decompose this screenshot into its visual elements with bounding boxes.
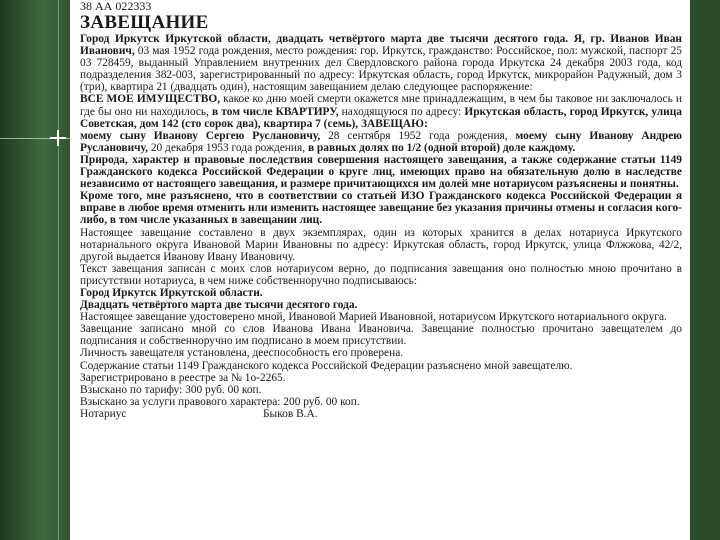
document-paragraph: [80, 372, 682, 384]
document-paragraph: [80, 190, 682, 226]
bold-text-run: в том числе КВАРТИРУ,: [212, 105, 339, 118]
text-run: находящуюся по адресу:: [338, 105, 465, 118]
text-run: Зарегистрировано в реестре за № 1о-2265.: [80, 371, 286, 384]
notary-role-label: Нотариус: [80, 407, 127, 420]
bold-text-run: моему сыну Иванову Сергею Руслановичу,: [80, 129, 321, 142]
bold-text-run: в равных долях по 1/2 (одной второй) доле каждому.: [307, 141, 576, 154]
text-run: 28 сентября 1952 года рождения,: [320, 129, 516, 142]
document-page: [70, 0, 690, 540]
bold-text-run: Я, гр. Иванов Иван Иванович,: [80, 33, 682, 58]
document-paragraph: [80, 33, 682, 93]
document-paragraph: [80, 287, 682, 299]
bold-text-run: Природа, характер и правовые последствия совершения настоящего завещания, а также содержание статьи 1149 Гражданского кодекса Российской Федерации о круге лиц, имеющих право на обязательную долю в наследстве независимо от настоящего завещания, и размере причитающихся им долей мне нотариусом разъяснены и понятны.: [80, 153, 682, 191]
bold-text-run: Кроме того, мне разъяснено, что в соответствии со статьей ИЗО Гражданского кодекса Российской Федерации я вправе в любое время отменить или изменить настоящее завещание без указания причины отмены и согласия кого-либо, в том числе указанных в завещании лиц.: [80, 190, 682, 227]
notary-name: Быков В.А.: [263, 407, 318, 420]
text-run: Текст завещания записан с моих слов нотариусом верно, до подписания завещания оно полностью мною прочитано в присутствии нотариуса, в чем ниже собственноручно подписываюсь:: [80, 262, 682, 287]
decorative-plus-icon: [50, 130, 66, 146]
document-paragraph: [80, 93, 682, 129]
bold-text-run: моему сыну Иванову Андрею Руслановичу,: [80, 129, 683, 154]
document-title: ЗАВЕЩАНИЕ: [80, 12, 209, 33]
bold-text-run: Город Иркутск Иркутской области.: [80, 286, 263, 299]
text-run: какое ко дню моей смерти окажется мне принадлежащим, в чем бы таковое ни заключалось и где бы оно ни находилось,: [80, 93, 683, 118]
document-paragraph: [80, 154, 682, 190]
notary-signature: [80, 408, 682, 420]
document-paragraph: [80, 299, 682, 311]
text-run: Личность завещателя установлена, дееспособность его проверена.: [80, 347, 404, 360]
bold-text-run: Двадцать четвёртого марта две тысячи десятого года.: [80, 299, 358, 312]
text-run: 20 декабря 1953 года рождения,: [147, 141, 308, 154]
decorative-horizontal-line: [0, 138, 80, 139]
document-body: [80, 33, 682, 408]
decorative-vertical-line: [58, 0, 59, 540]
bold-text-run: Иркутская область, город Иркутск, улица Советская, дом 142 (сто сорок два), квартира 7 (семь), ЗАВЕЩАЮ:: [80, 105, 682, 130]
text-run: Настоящее завещание составлено в двух экземплярах, один из которых хранится в делах нотариуса Иркутского нотариального округа Ивановой Марии Ивановны по адресу: Иркутская область, город Иркутск, улица Флжжова, 42/2, другой выдается Иванову Ивану Ивановичу.: [80, 226, 682, 263]
document-paragraph: [80, 360, 682, 372]
document-paragraph: [80, 311, 682, 323]
text-run: 03 мая 1952 года рождения, место рождения: гор. Иркутск, гражданство: Российское, пол: мужской, паспорт 25 03 728459, выданный Управлением внутренних дел Свердловского района города Иркутска 24 декабря 2003 года, код подразделения 382-003, зарегистрированный по адресу: Иркутская область, город Иркутск, микрорайон Радужный, дом 3 (три), квартира 21 (двадцать один), настоящим завещанием делаю следующее распоряжение:: [80, 45, 682, 94]
document-serial-number: 38 АА 022333: [80, 0, 152, 13]
document-paragraph: [80, 396, 682, 408]
document-paragraph: [80, 323, 682, 347]
text-run: Взыскано за услуги правового характера: 200 руб. 00 коп.: [80, 395, 360, 408]
document-paragraph: [80, 130, 682, 154]
document-paragraph: [80, 384, 682, 396]
document-paragraph: [80, 263, 682, 287]
document-paragraph: [80, 227, 682, 263]
document-paragraph: [80, 347, 682, 359]
bold-text-run: ВСЕ МОЕ ИМУЩЕСТВО,: [80, 93, 221, 106]
text-run: Настоящее завещание удостоверено мной, Ивановой Марией Ивановной, нотариусом Иркутского нотариального округа.: [80, 311, 667, 324]
bold-text-run: Город Иркутск Иркутской области, двадцать четвёртого марта две тысячи десятого года.: [80, 33, 569, 45]
text-run: Взыскано по тарифу: 300 руб. 00 коп.: [80, 383, 262, 396]
text-run: Завещание записано мной со слов Иванова Ивана Ивановича. Завещание полностью прочитано завещателем до подписания и собственноручно им подписано в моем присутствии.: [80, 323, 682, 348]
text-run: Содержание статьи 1149 Гражданского кодекса Российской Федерации разъяснено мной завещателю.: [80, 359, 573, 372]
